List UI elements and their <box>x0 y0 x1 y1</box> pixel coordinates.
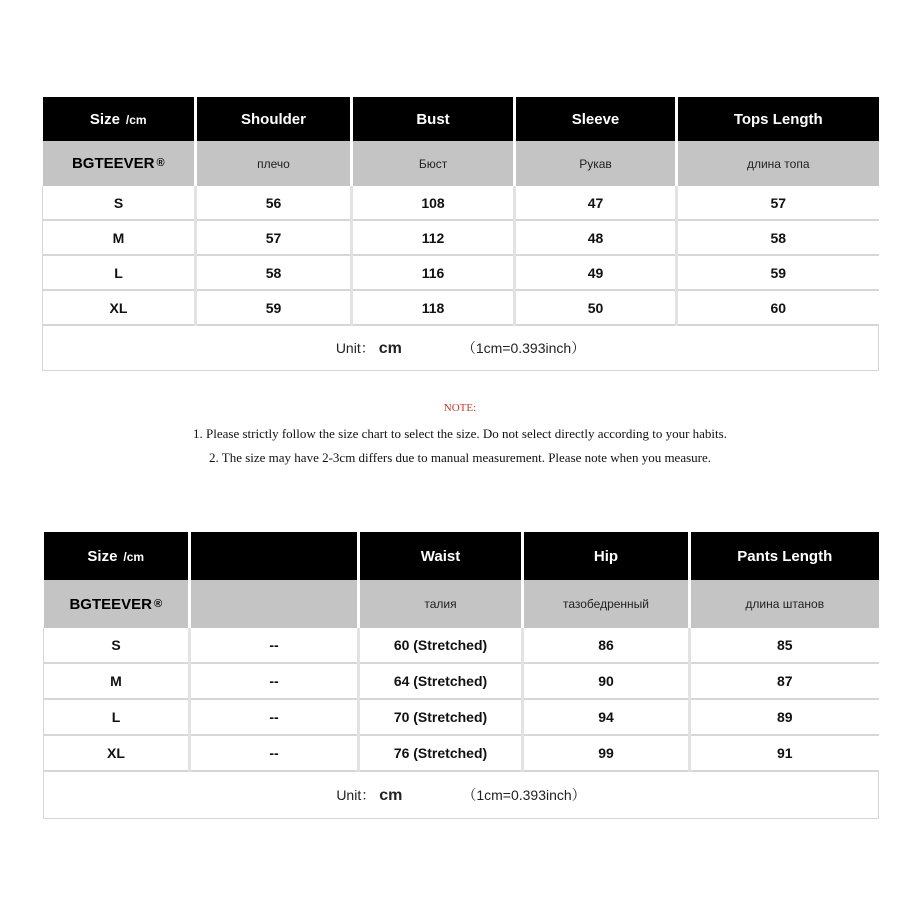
waist-ru-label: талия <box>359 580 523 628</box>
tops-length-cell: 58 <box>677 220 879 255</box>
size-cell: S <box>43 186 196 220</box>
blank-cell: -- <box>190 663 359 699</box>
shoulder-cell: 59 <box>196 290 352 325</box>
sleeve-header: Sleeve <box>515 97 677 141</box>
pants-size-table <box>43 532 879 819</box>
brand-label: BGTEEVER ® <box>43 141 196 186</box>
size-cell: M <box>44 663 190 699</box>
tops-length-header: Tops Length <box>677 97 879 141</box>
pants-length-header: Pants Length <box>690 532 879 580</box>
size-cell: S <box>44 628 190 663</box>
tops-length-cell: 59 <box>677 255 879 290</box>
note-line-1: 1. Please strictly follow the size chart to select the size. Do not select directly according to your habits. <box>193 426 727 441</box>
brand-label: BGTEEVER ® <box>44 580 190 628</box>
tops-header-row <box>43 97 879 141</box>
bust-cell: 118 <box>352 290 515 325</box>
pants-subheader-row <box>44 580 879 628</box>
hip-cell: 86 <box>523 628 690 663</box>
table-row <box>43 290 879 325</box>
pants-length-ru-label: длина штанов <box>690 580 879 628</box>
bust-header: Bust <box>352 97 515 141</box>
sleeve-cell: 47 <box>515 186 677 220</box>
size-cell: L <box>44 699 190 735</box>
shoulder-cell: 57 <box>196 220 352 255</box>
table-row <box>43 255 879 290</box>
bust-cell: 112 <box>352 220 515 255</box>
tops-size-table <box>42 97 879 371</box>
table-row <box>43 186 879 220</box>
blank-cell: -- <box>190 699 359 735</box>
sleeve-cell: 49 <box>515 255 677 290</box>
hip-cell: 99 <box>523 735 690 771</box>
size-cell: M <box>43 220 196 255</box>
hip-cell: 94 <box>523 699 690 735</box>
blank-ru-label <box>190 580 359 628</box>
hip-header: Hip <box>523 532 690 580</box>
waist-header: Waist <box>359 532 523 580</box>
blank-header <box>190 532 359 580</box>
shoulder-ru-label: плечо <box>196 141 352 186</box>
waist-cell: 70 (Stretched) <box>359 699 523 735</box>
size-cell: L <box>43 255 196 290</box>
waist-cell: 64 (Stretched) <box>359 663 523 699</box>
table-row <box>44 663 879 699</box>
waist-cell: 60 (Stretched) <box>359 628 523 663</box>
unit-note: Unit： cm （1cm=0.393inch） <box>43 325 879 371</box>
pants-unit-row <box>44 771 879 819</box>
pants-length-cell: 87 <box>690 663 879 699</box>
tops-length-cell: 57 <box>677 186 879 220</box>
table-row <box>44 735 879 771</box>
shoulder-cell: 58 <box>196 255 352 290</box>
note-line-2: 2. The size may have 2-3cm differs due to manual measurement. Please note when you measure. <box>208 450 712 465</box>
bust-cell: 116 <box>352 255 515 290</box>
pants-length-cell: 89 <box>690 699 879 735</box>
bust-cell: 108 <box>352 186 515 220</box>
sleeve-cell: 48 <box>515 220 677 255</box>
sleeve-ru-label: Рукав <box>515 141 677 186</box>
pants-length-cell: 85 <box>690 628 879 663</box>
pants-header-row <box>44 532 879 580</box>
note-title: NOTE: <box>443 402 477 414</box>
size-header-cell: Size /cm <box>43 97 196 141</box>
bust-ru-label: Бюст <box>352 141 515 186</box>
tops-length-ru-label: длина топа <box>677 141 879 186</box>
blank-cell: -- <box>190 628 359 663</box>
hip-cell: 90 <box>523 663 690 699</box>
table-row <box>44 699 879 735</box>
pants-length-cell: 91 <box>690 735 879 771</box>
table-row <box>44 628 879 663</box>
size-cell: XL <box>44 735 190 771</box>
waist-cell: 76 (Stretched) <box>359 735 523 771</box>
hip-ru-label: тазобедренный <box>523 580 690 628</box>
shoulder-cell: 56 <box>196 186 352 220</box>
tops-unit-row <box>43 325 879 371</box>
size-header-cell: Size /cm <box>44 532 190 580</box>
unit-note: Unit： cm （1cm=0.393inch） <box>44 771 879 819</box>
tops-subheader-row <box>43 141 879 186</box>
tops-length-cell: 60 <box>677 290 879 325</box>
table-row <box>43 220 879 255</box>
size-cell: XL <box>43 290 196 325</box>
sleeve-cell: 50 <box>515 290 677 325</box>
blank-cell: -- <box>190 735 359 771</box>
shoulder-header: Shoulder <box>196 97 352 141</box>
